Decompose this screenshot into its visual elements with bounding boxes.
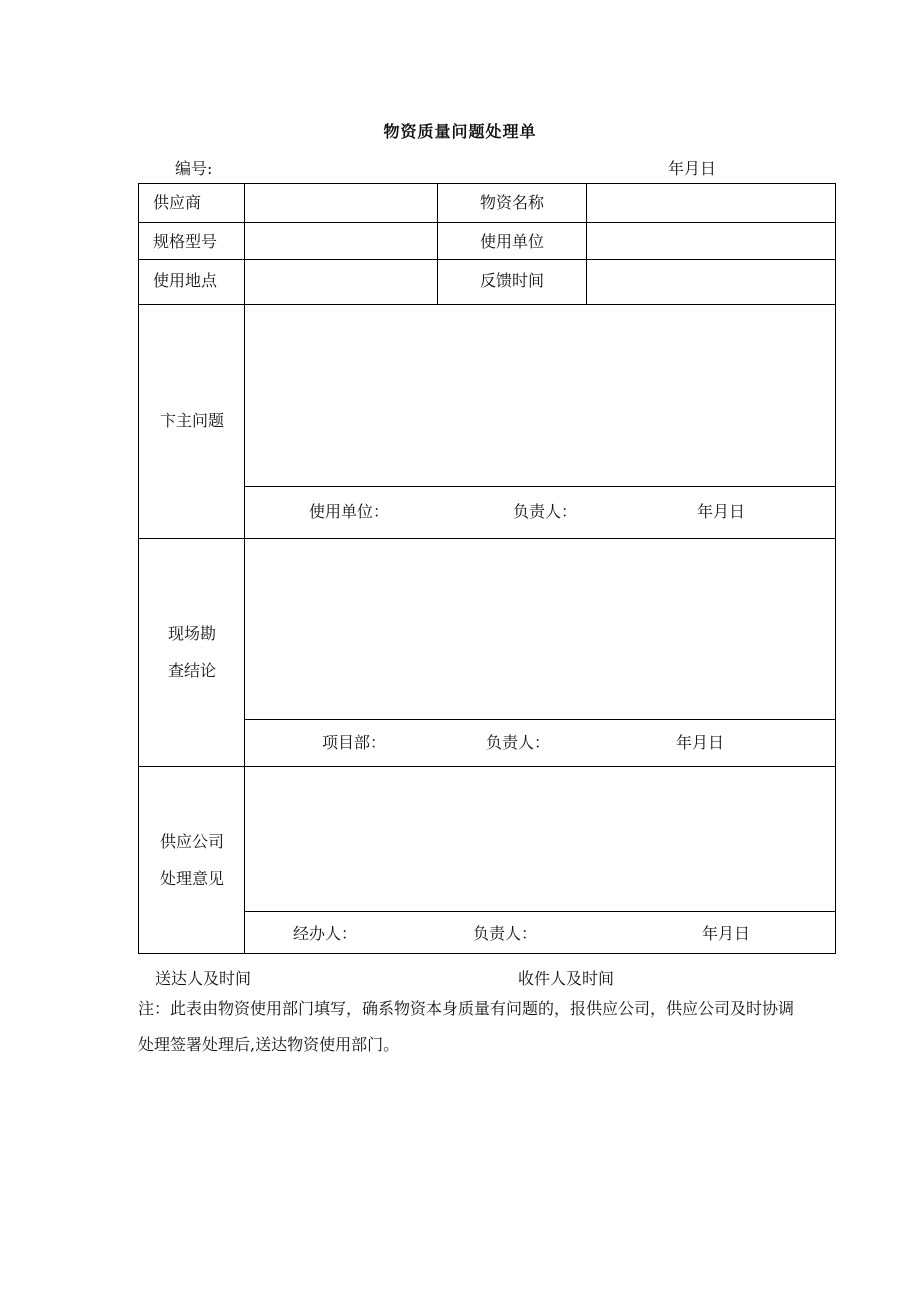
material-name-field[interactable] [587,184,835,222]
note-line: 处理签署处理后,送达物资使用部门。 [138,1035,400,1054]
survey-label-line: 查结论 [167,661,216,680]
receiver-label: 收件人及时间 [518,969,615,988]
spec-model-field[interactable] [245,223,437,259]
feedback-time-field[interactable] [587,260,835,304]
usage-location-field[interactable] [245,260,437,304]
sender-label: 送达人及时间 [155,969,252,988]
sign-divider [244,486,835,487]
material-name-label: 物资名称 [479,193,544,212]
supplier-opinion-area[interactable] [245,767,835,911]
survey-dept-label: 项目部： [322,733,387,752]
supplier-responsible-label: 负责人： [473,924,538,943]
user-unit-label: 使用单位 [479,232,544,251]
problem-unit-label: 使用单位： [309,502,390,521]
survey-label-line: 现场勘 [167,624,216,643]
survey-date-label: 年月日 [676,733,725,752]
problem-responsible-label: 负责人： [513,502,578,521]
supplier-handler-label: 经办人： [293,924,358,943]
user-unit-field[interactable] [587,223,835,259]
problem-section-label [139,402,245,439]
survey-section-label [139,615,245,689]
supplier-opinion-label-line: 处理意见 [159,869,224,888]
supplier-field[interactable] [245,184,437,222]
problem-date-label: 年月日 [697,502,746,521]
supplier-opinion-label-line: 供应公司 [159,832,224,851]
supplier-section-label [139,823,245,897]
note-line: 注：此表由物资使用部门填写，确系物资本身质量有问题的，报供应公司，供应公司及时协调 [138,999,795,1018]
supplier-label: 供应商 [153,193,202,212]
survey-conclusion-area[interactable] [245,539,835,719]
problem-description-area[interactable] [245,305,835,486]
usage-location-label: 使用地点 [153,271,218,290]
quality-issue-form [138,183,836,954]
spec-model-label: 规格型号 [153,232,218,251]
note [138,991,838,1063]
header-date-label: 年月日 [668,159,717,178]
survey-responsible-label: 负责人： [486,733,551,752]
number-label: 编号: [175,159,213,178]
page-title: 物资质量问题处理单 [383,122,537,141]
sign-divider [244,911,835,912]
supplier-date-label: 年月日 [702,924,751,943]
sign-divider [244,719,835,720]
problem-label-line: 卞主问题 [159,411,224,430]
feedback-time-label: 反馈时间 [479,271,544,290]
